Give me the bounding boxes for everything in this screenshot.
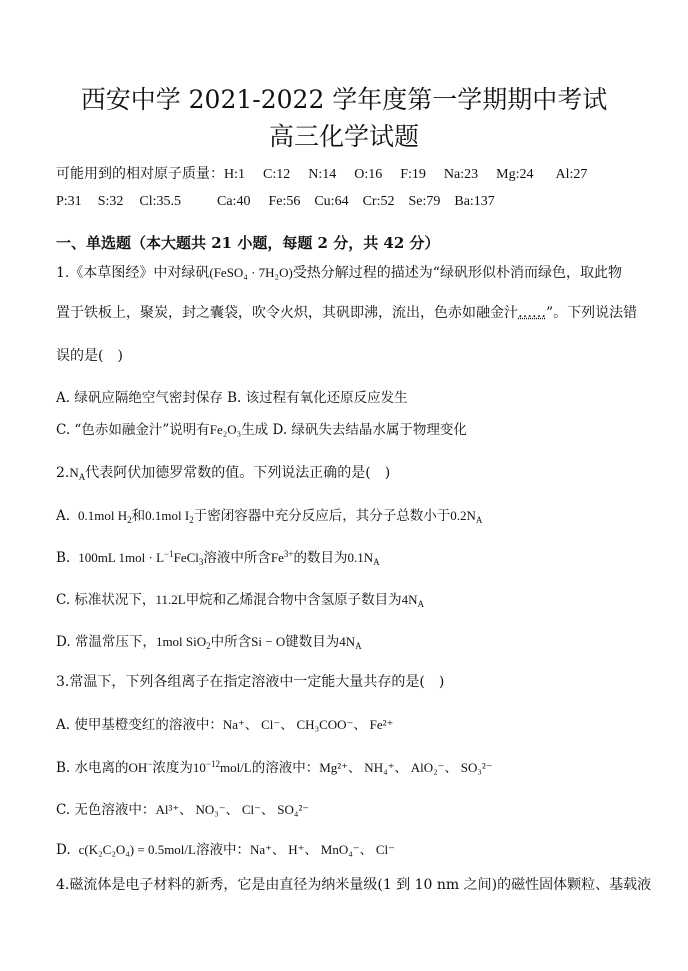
formula: c(K₂C₂O₄) = 0.5mol/L [78, 842, 196, 857]
option-text: 和 [131, 508, 146, 524]
question-text: 置于铁板上，聚炭，封之囊袋，吹令火炽，其矾即沸，流出，色赤如融金汁 [56, 305, 518, 321]
formula-superscript: 3+ [283, 549, 294, 559]
option-label: B. 水电离的 [56, 760, 129, 776]
formula-subscript: 2 [189, 515, 194, 525]
atomic-mass: Na:23 [443, 167, 479, 182]
formula: 1mol SiO [155, 634, 207, 649]
ion-list: Mg²⁺、 NH₄⁺、 AlO₂⁻、 SO₃²⁻ [319, 760, 493, 775]
question-1-options-ab: A. 绿矾应隔绝空气密封保存 B. 该过程有氧化还原反应发生 [56, 390, 408, 406]
formula: Fe₂O₃ [209, 422, 242, 437]
option-label: A. [56, 508, 71, 524]
atomic-mass: Ba:137 [454, 194, 495, 209]
question-number: 2. [56, 465, 70, 481]
atomic-mass: Cr:52 [362, 194, 395, 209]
option-text: 键数目为 [285, 634, 340, 650]
formula: OH [128, 760, 148, 775]
formula-subscript: A [373, 557, 380, 567]
question-3-option-c [56, 798, 632, 818]
answer-paren: ( ) [419, 674, 445, 690]
atomic-mass: O:16 [354, 167, 383, 182]
formula-subscript: A [355, 641, 362, 651]
option-text: 溶液中所含 [203, 550, 271, 566]
option-text: 浓度为 [152, 760, 193, 776]
atomic-mass: S:32 [97, 194, 124, 209]
option-label: A. 使甲基橙变红的溶液中： [56, 717, 223, 733]
atomic-mass: C:12 [263, 167, 291, 182]
option-text: 溶液中： [195, 842, 250, 858]
question-2-option-b [56, 546, 632, 567]
question-text: 3.常温下，下列各组离子在指定溶液中一定能大量共存的是 [56, 674, 420, 690]
atomic-masses-row2 [56, 194, 632, 210]
option-text: 甲烷和乙烯混合物中含氢原子数目为 [185, 592, 402, 608]
formula: 4N [401, 592, 418, 607]
option-text: 的数目为 [293, 550, 348, 566]
atomic-masses-label: 可能用到的相对原子质量： [56, 166, 224, 182]
question-2-option-d [56, 630, 632, 651]
atomic-mass: H:1 [224, 167, 245, 182]
question-2-option-c [56, 588, 632, 609]
question-2-stem [56, 462, 632, 482]
option-text: 的溶液中： [251, 760, 320, 776]
formula-subscript: 2 [127, 515, 132, 525]
question-1-options-cd [56, 418, 632, 438]
option-label: B. [56, 550, 71, 566]
formula-subscript: A [417, 599, 425, 609]
question-1-line1 [56, 262, 632, 282]
question-1-line2 [56, 302, 638, 322]
ellipsis: …… [518, 305, 546, 321]
question-3-option-a [56, 713, 632, 733]
option-text: C. “色赤如融金汁”说明有 [56, 422, 210, 438]
formula-subscript: A [78, 472, 86, 482]
option-label: D. [56, 842, 71, 858]
formula: 11.2L [155, 592, 186, 607]
formula: 100mL 1mol · L [78, 550, 165, 565]
option-text: 生成 D. 绿矾失去结晶水属于物理变化 [241, 422, 467, 438]
formula: 0.1mol I [145, 508, 190, 523]
ion-list: Na⁺、 Cl⁻、 CH₃COO⁻、 Fe²⁺ [222, 717, 394, 732]
formula: FeCl [173, 550, 199, 565]
formula: 0.1mol H [78, 508, 128, 523]
atomic-mass: Se:79 [408, 194, 441, 209]
option-label: D. 常温常压下， [56, 634, 156, 650]
option-text: 中所含 [210, 634, 252, 650]
question-3-option-d [56, 838, 632, 858]
option-label: C. 无色溶液中： [56, 802, 156, 818]
formula-subscript: 2 [206, 641, 211, 651]
answer-paren: ( ) [365, 465, 391, 481]
ion-list: Na⁺、 H⁺、 MnO₄⁻、 Cl⁻ [249, 842, 395, 857]
formula: N [69, 465, 79, 480]
atomic-mass: Cu:64 [314, 194, 349, 209]
ion-list: Al³⁺、 NO₃⁻、 Cl⁻、 SO₄²⁻ [155, 802, 310, 817]
formula: Si − O [251, 634, 286, 649]
atomic-mass: N:14 [308, 167, 337, 182]
atomic-mass: Fe:56 [268, 194, 301, 209]
question-text: 受热分解过程的描述为“绿矾形似朴消而绿色，取此物 [292, 265, 622, 281]
section-heading: 一、单选题（本大题共 21 小题，每题 2 分，共 42 分） [56, 234, 440, 252]
formula: mol/L [219, 760, 252, 775]
formula: 0.1N [347, 550, 374, 565]
exam-title: 西安中学 2021-2022 学年度第一学期期中考试 [80, 85, 608, 114]
exam-subtitle: 高三化学试题 [268, 122, 419, 151]
formula: 0.2N [450, 508, 476, 523]
atomic-mass: P:31 [56, 194, 82, 209]
atomic-masses-row1 [56, 163, 632, 183]
atomic-mass: Al:27 [555, 167, 588, 182]
formula: 10 [192, 760, 206, 775]
question-4-stem: 4.磁流体是电子材料的新秀，它是由直径为纳米量级(1 到 10 nm 之间)的磁性固体颗粒、基载液 [56, 877, 652, 893]
option-label: C. 标准状况下， [56, 592, 156, 608]
formula: Fe [270, 550, 284, 565]
question-text: 1.《本草图经》中对绿矾 [56, 265, 210, 281]
formula: 4N [339, 634, 356, 649]
formula-superscript: −12 [205, 759, 220, 769]
formula-superscript: −1 [164, 549, 174, 559]
atomic-mass: Ca:40 [217, 194, 251, 209]
question-2-option-a [56, 504, 632, 525]
question-text: ”。下列说法错 [546, 305, 638, 321]
formula-subscript: 3 [198, 557, 204, 567]
formula-superscript: − [147, 759, 153, 769]
question-1-line3: 误的是( ) [56, 348, 123, 364]
formula: (FeSO₄ · 7H₂O) [209, 265, 293, 280]
formula-subscript: A [475, 515, 483, 525]
atomic-mass: F:19 [400, 167, 426, 182]
atomic-mass: Mg:24 [496, 167, 534, 182]
question-3-option-b [56, 756, 632, 776]
option-text: 于密闭容器中充分反应后，其分子总数小于 [193, 508, 451, 524]
question-3-stem [56, 671, 632, 691]
atomic-mass: Cl:35.5 [139, 194, 181, 209]
question-text: 代表阿伏加德罗常数的值。下列说法正确的是 [85, 465, 366, 481]
